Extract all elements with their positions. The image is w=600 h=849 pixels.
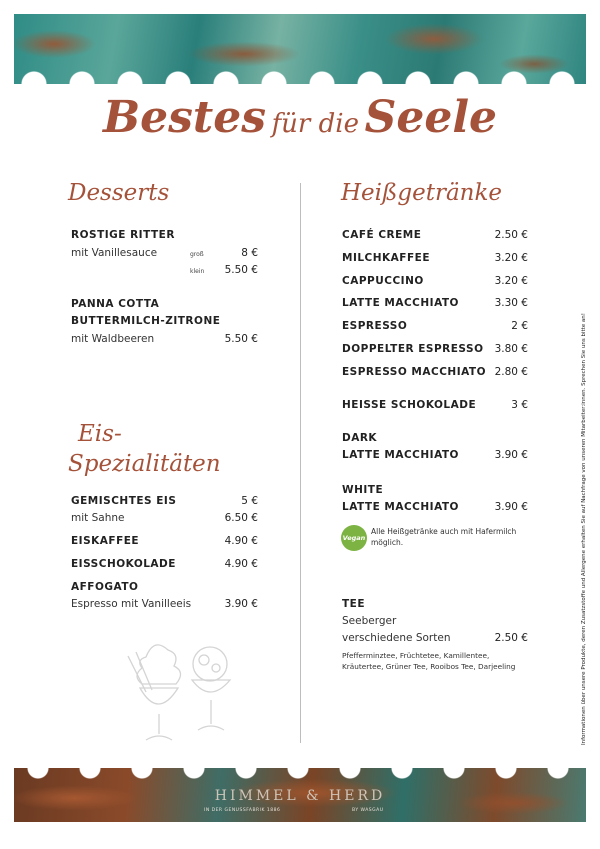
section-hot: Heißgetränke	[341, 180, 503, 206]
hot-cappuccino: CAPPUCCINO	[342, 275, 424, 287]
section-eis-line1: Eis-	[78, 421, 122, 447]
ice-cream-sundae-icon	[118, 632, 248, 747]
hot-doppelter-price: 3.80 €	[494, 343, 528, 355]
hot-dark-line1: DARK	[342, 432, 378, 444]
vegan-badge-icon: Vegan	[341, 525, 367, 551]
title-main: Bestes	[102, 92, 266, 143]
title-connector: für die	[271, 109, 359, 139]
ritter-sub: mit Vanillesauce	[71, 247, 158, 259]
eisschoko-name: EISSCHOKOLADE	[71, 558, 176, 570]
hot-milchkaffee-price: 3.20 €	[494, 252, 528, 264]
hot-esp-macchiato-price: 2.80 €	[494, 366, 528, 378]
panna-price: 5.50 €	[224, 333, 258, 345]
ritter-name: ROSTIGE RITTER	[71, 229, 175, 241]
hot-white-price: 3.90 €	[494, 501, 528, 513]
affogato-sub: Espresso mit Vanilleeis	[71, 598, 192, 610]
section-eis-line2: Spezialitäten	[68, 451, 221, 477]
ritter-price-small: 5.50 €	[224, 264, 258, 276]
hot-latte: LATTE MACCHIATO	[342, 297, 459, 309]
tea-name: TEE	[342, 598, 366, 610]
hot-doppelter: DOPPELTER ESPRESSO	[342, 343, 484, 355]
hot-cafe-creme-price: 2.50 €	[494, 229, 528, 241]
eiskaffee-price: 4.90 €	[224, 535, 258, 547]
ritter-size-small: klein	[190, 268, 205, 275]
column-divider	[300, 183, 301, 743]
ritter-price-large: 8 €	[241, 247, 258, 259]
affogato-name: AFFOGATO	[71, 581, 139, 593]
vegan-note: Alle Heißgetränke auch mit Hafermilch möglich.	[371, 527, 517, 547]
hot-heisse-schoko: HEISSE SCHOKOLADE	[342, 399, 477, 411]
panna-name-1: PANNA COTTA	[71, 298, 160, 310]
hot-heisse-schoko-price: 3 €	[511, 399, 528, 411]
gemischt-name: GEMISCHTES EIS	[71, 495, 177, 507]
affogato-price: 3.90 €	[224, 598, 258, 610]
gemischt-price: 5 €	[241, 495, 258, 507]
hot-espresso-price: 2 €	[511, 320, 528, 332]
footer-tagline: IN DER GENUSSFABRIK 1886	[204, 808, 281, 813]
eisschoko-price: 4.90 €	[224, 558, 258, 570]
hot-dark-price: 3.90 €	[494, 449, 528, 461]
footer-by: BY WASGAU	[352, 808, 384, 813]
gemischt-sub: mit Sahne	[71, 512, 125, 524]
tea-kinds: Pfefferminztee, Früchtetee, Kamillentee, Kräutertee, Grüner Tee, Rooibos Tee, Darjeeling	[342, 651, 516, 671]
panna-sub: mit Waldbeeren	[71, 333, 155, 345]
eiskaffee-name: EISKAFFEE	[71, 535, 140, 547]
section-desserts: Desserts	[68, 180, 170, 206]
hot-cafe-creme: CAFÉ CREME	[342, 229, 422, 241]
hot-white-line1: WHITE	[342, 484, 384, 496]
gemischt-sub-price: 6.50 €	[224, 512, 258, 524]
hot-esp-macchiato: ESPRESSO MACCHIATO	[342, 366, 487, 378]
panna-name-2: BUTTERMILCH-ZITRONE	[71, 315, 221, 327]
footer-logo: HIMMEL & HERD	[214, 788, 386, 804]
bottom-paint-banner	[14, 768, 586, 822]
page-title	[0, 92, 600, 143]
hot-milchkaffee: MILCHKAFFEE	[342, 252, 430, 264]
ritter-size-large: groß	[190, 251, 204, 258]
allergen-side-note: Informationen über unsere Produkte, deren Zusatzstoffe und Allergene erhalten Sie auf Nachfrage von unseren Mitarbeiter:innen. Sprechen Sie uns bitte an!	[581, 313, 587, 745]
hot-cappuccino-price: 3.20 €	[494, 275, 528, 287]
hot-white-line2: LATTE MACCHIATO	[342, 501, 459, 513]
hot-latte-price: 3.30 €	[494, 297, 528, 309]
tea-price: 2.50 €	[494, 632, 528, 644]
hot-dark-line2: LATTE MACCHIATO	[342, 449, 459, 461]
tea-sorts: verschiedene Sorten	[342, 632, 451, 644]
top-paint-banner	[14, 14, 586, 84]
title-end: Seele	[364, 92, 498, 143]
tea-brand: Seeberger	[342, 615, 397, 627]
hot-espresso: ESPRESSO	[342, 320, 408, 332]
